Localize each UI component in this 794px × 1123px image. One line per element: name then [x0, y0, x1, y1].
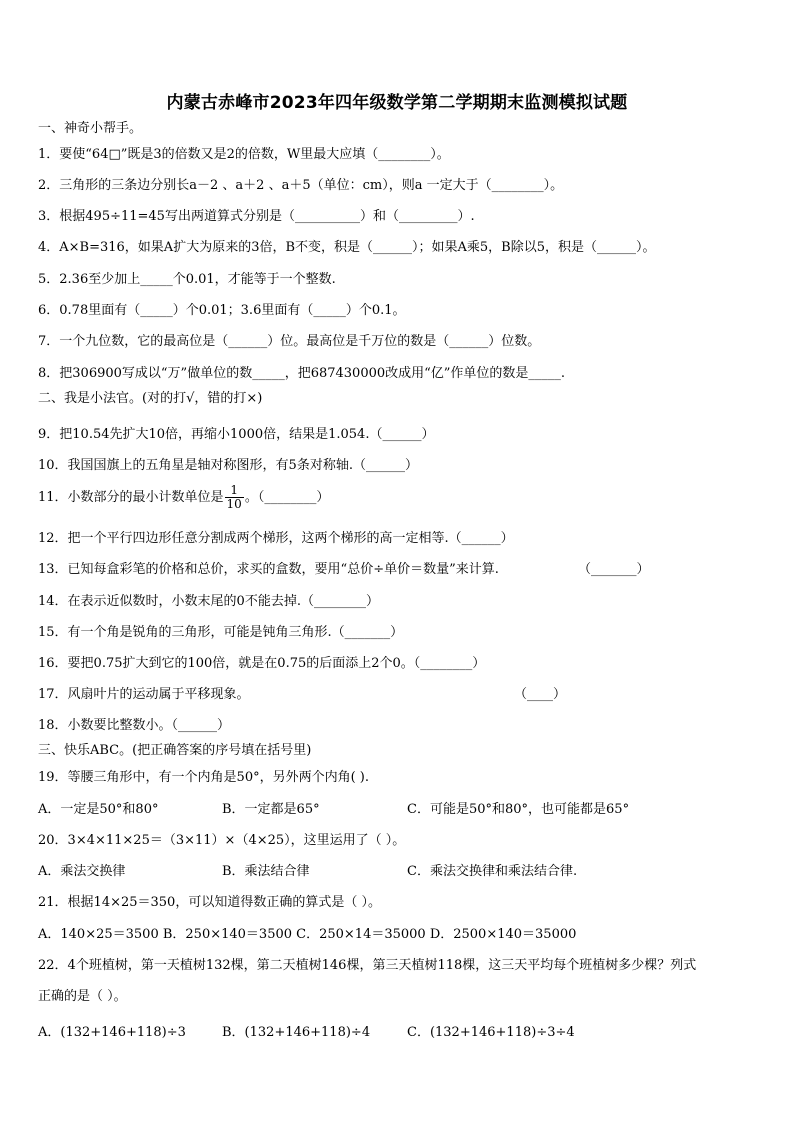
- question-11: [38, 484, 764, 511]
- question-20: 20．3×4×11×25＝（3×11）×（4×25），这里运用了（ ）。: [38, 833, 406, 848]
- question-19: 19．等腰三角形中，有一个内角是50°，另外两个内角( ).: [38, 770, 369, 785]
- section-heading-2: 二、我是小法官。(对的打√，错的打×): [38, 391, 263, 406]
- question-22-option-b: B．(132+146+118)÷4: [222, 1025, 371, 1040]
- question-5: 5．2.36至少加上_____个0.01，才能等于一个整数.: [38, 272, 336, 287]
- section-heading-1: 一、神奇小帮手。: [38, 121, 143, 136]
- question-19-option-b: B．一定都是65°: [222, 802, 320, 817]
- fraction-numerator: 1: [225, 484, 244, 498]
- question-22-line-2: 正确的是（ ）。: [38, 989, 127, 1004]
- question-6: 6．0.78里面有（_____）个0.01；3.6里面有（_____）个0.1。: [38, 303, 406, 318]
- question-3: 3．根据495÷11=45写出两道算式分别是（__________）和（_________）.: [38, 209, 475, 224]
- question-9: 9．把10.54先扩大10倍，再缩小1000倍，结果是1.054.（______）: [38, 427, 435, 442]
- question-20-option-b: B．乘法结合律: [222, 864, 310, 879]
- question-11-text: 11．小数部分的最小计数单位是: [38, 490, 224, 505]
- question-21: 21．根据14×25＝350，可以知道得数正确的算式是（ ）。: [38, 895, 381, 910]
- fraction-one-tenth: [225, 484, 244, 511]
- section-heading-3: 三、快乐ABC。(把正确答案的序号填在括号里): [38, 743, 312, 758]
- question-22-line-1: 22．4个班植树，第一天植树132棵，第二天植树146棵，第三天植树118棵，这三天平均每个班植树多少棵？列式: [38, 958, 697, 973]
- question-20-option-a: A．乘法交换律: [38, 864, 126, 879]
- question-14: 14．在表示近似数时，小数末尾的0不能去掉.（________）: [38, 594, 379, 609]
- question-13-answer-blank: （_______）: [578, 562, 650, 577]
- question-10: 10．我国国旗上的五角星是轴对称图形，有5条对称轴.（______）: [38, 458, 418, 473]
- question-18: 18．小数要比整数小。（______）: [38, 718, 231, 733]
- question-7: 7．一个九位数，它的最高位是（______）位。最高位是千万位的数是（______）位数。: [38, 334, 541, 349]
- question-19-option-a: A．一定是50°和80°: [38, 802, 159, 817]
- question-20-option-c: C．乘法交换律和乘法结合律.: [407, 864, 578, 879]
- question-11-answer-blank: 。（________）: [244, 490, 330, 505]
- question-19-option-c: C．可能是50°和80°，也可能都是65°: [407, 802, 630, 817]
- question-12: 12．把一个平行四边形任意分割成两个梯形，这两个梯形的高一定相等.（______）: [38, 531, 514, 546]
- question-22-option-a: A．(132+146+118)÷3: [38, 1025, 186, 1040]
- question-4: 4．A×B=316，如果A扩大为原来的3倍，B不变，积是（______）；如果A乘5，B除以5，积是（______）。: [38, 240, 656, 255]
- page-title: 内蒙古赤峰市2023年四年级数学第二学期期末监测模拟试题: [166, 93, 628, 113]
- fraction-denominator: 10: [226, 497, 242, 511]
- question-2: 2．三角形的三条边分别长a－2 、a＋2 、a＋5（单位：cm），则a 一定大于（________）。: [38, 178, 564, 193]
- question-17-answer-blank: （____）: [514, 687, 567, 702]
- question-17: 17．风扇叶片的运动属于平移现象。: [38, 687, 250, 702]
- question-21-options: A．140×25＝3500 B．250×140＝3500 C．250×14＝35000 D．2500×140＝35000: [38, 927, 577, 942]
- question-13: 13．已知每盒彩笔的价格和总价，求买的盒数，要用“总价÷单价＝数量”来计算.: [38, 562, 499, 577]
- question-15: 15．有一个角是锐角的三角形，可能是钝角三角形.（_______）: [38, 625, 404, 640]
- question-1: 1．要使“64□”既是3的倍数又是2的倍数，W里最大应填（________）。: [38, 147, 450, 162]
- question-16: 16．要把0.75扩大到它的100倍，就是在0.75的后面添上2个0。（________）: [38, 656, 486, 671]
- question-8: 8．把306900写成以“万”做单位的数_____，把687430000改成用“亿”作单位的数是_____.: [38, 366, 566, 381]
- question-22-option-c: C．(132+146+118)÷3÷4: [407, 1025, 575, 1040]
